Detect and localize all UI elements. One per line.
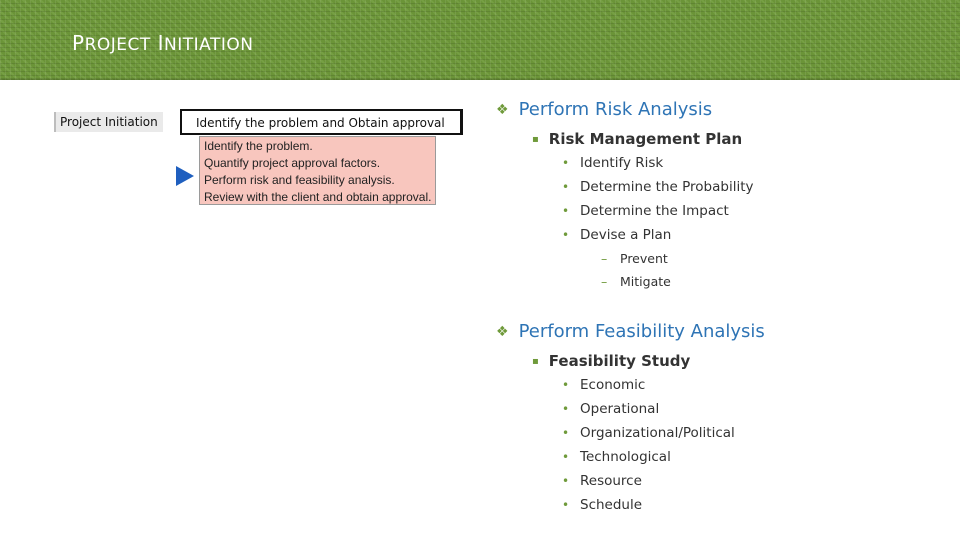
- dash-bullet-icon: –: [601, 274, 608, 289]
- list-item-text: Schedule: [580, 497, 643, 513]
- list-item: [562, 377, 645, 393]
- dot-bullet-icon: •: [562, 204, 570, 218]
- list-item: [562, 473, 642, 489]
- dot-bullet-icon: •: [562, 474, 570, 488]
- list-item-text: Economic: [580, 377, 646, 393]
- task-item: Review with the client and obtain approval.: [204, 190, 432, 204]
- dot-bullet-icon: •: [562, 498, 570, 512]
- title-initial: I: [157, 31, 165, 55]
- dot-bullet-icon: •: [562, 156, 570, 170]
- page-title: [72, 31, 253, 55]
- sub-list-item-text: Mitigate: [620, 274, 671, 289]
- dot-bullet-icon: •: [562, 426, 570, 440]
- dash-bullet-icon: –: [601, 251, 608, 266]
- list-item-text: Technological: [580, 449, 671, 465]
- diamond-bullet-icon: ❖: [496, 324, 509, 340]
- task-item: Perform risk and feasibility analysis.: [204, 173, 395, 187]
- risk-subheading-text: Risk Management Plan: [548, 130, 743, 148]
- list-item-text: Identify Risk: [580, 155, 664, 171]
- list-item-text: Organizational/Political: [580, 425, 735, 441]
- list-item-text: Devise a Plan: [580, 227, 672, 243]
- list-item-text: Operational: [580, 401, 660, 417]
- square-bullet-icon: ▪: [532, 134, 539, 145]
- sub-list-item-text: Prevent: [620, 251, 668, 266]
- task-item: Quantify project approval factors.: [204, 156, 381, 170]
- risk-heading: [496, 99, 712, 120]
- title-initial: P: [72, 31, 85, 55]
- feasibility-subheading: [532, 352, 690, 370]
- sub-list-item: [601, 274, 671, 289]
- pointer-arrow-icon: [176, 166, 194, 186]
- task-item: Identify the problem.: [204, 139, 313, 153]
- step-box: Identify the problem and Obtain approval: [180, 109, 463, 135]
- list-item: [562, 449, 671, 465]
- risk-heading-text: Perform Risk Analysis: [518, 99, 713, 120]
- dot-bullet-icon: •: [562, 450, 570, 464]
- dot-bullet-icon: •: [562, 228, 570, 242]
- dot-bullet-icon: •: [562, 378, 570, 392]
- title-word: NITIATION: [164, 35, 254, 55]
- feasibility-subheading-text: Feasibility Study: [548, 352, 691, 370]
- phase-label: Project Initiation: [54, 112, 163, 132]
- list-item: [562, 227, 671, 243]
- list-item-text: Determine the Probability: [580, 179, 754, 195]
- feasibility-heading-text: Perform Feasibility Analysis: [518, 321, 765, 342]
- square-bullet-icon: ▪: [532, 356, 539, 367]
- list-item: [562, 497, 642, 513]
- list-item-text: Determine the Impact: [580, 203, 729, 219]
- list-item: [562, 155, 663, 171]
- task-list-box: [199, 136, 436, 205]
- list-item: [562, 425, 735, 441]
- risk-subheading: [532, 130, 742, 148]
- diamond-bullet-icon: ❖: [496, 102, 509, 118]
- feasibility-heading: [496, 321, 765, 342]
- title-word: ROJECT: [84, 35, 151, 55]
- list-item: [562, 203, 729, 219]
- dot-bullet-icon: •: [562, 180, 570, 194]
- list-item: [562, 179, 753, 195]
- dot-bullet-icon: •: [562, 402, 570, 416]
- list-item: [562, 401, 659, 417]
- sub-list-item: [601, 251, 668, 266]
- list-item-text: Resource: [580, 473, 642, 489]
